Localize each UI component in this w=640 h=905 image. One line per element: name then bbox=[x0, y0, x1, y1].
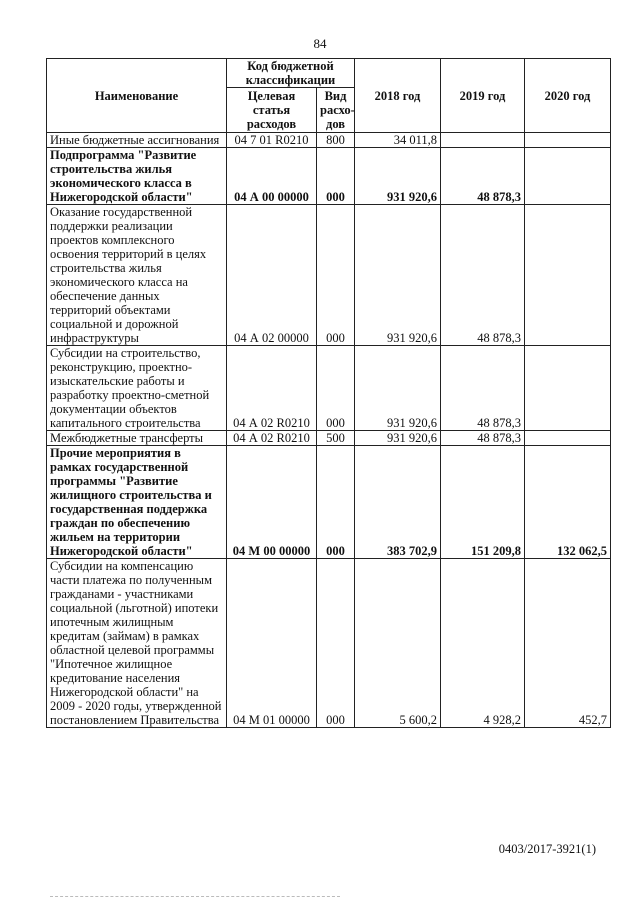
row-target-article: 04 М 01 00000 bbox=[227, 559, 317, 728]
row-expense-type: 000 bbox=[317, 446, 355, 559]
row-2018: 34 011,8 bbox=[355, 133, 441, 148]
page-number: 84 bbox=[313, 36, 327, 51]
header-2019: 2019 год bbox=[441, 59, 525, 133]
row-target-article: 04 А 02 R0210 bbox=[227, 431, 317, 446]
row-2019: 48 878,3 bbox=[441, 431, 525, 446]
row-target-article: 04 7 01 R0210 bbox=[227, 133, 317, 148]
row-expense-type: 000 bbox=[317, 148, 355, 205]
row-2019: 48 878,3 bbox=[441, 205, 525, 346]
header-expense-type: Вид расхо-дов bbox=[317, 88, 355, 133]
row-2020: 452,7 bbox=[525, 559, 611, 728]
row-name: Субсидии на компенсацию части платежа по полученным гражданами - участниками социальной (льготной) ипотеки ипотечным жилищным кредитам (займам) в рамках областной целевой программы "Ипотечное жилищное кредитование населения Нижегородской области" на 2009 - 2020 годы, утвержденной постановлением Правительства bbox=[47, 559, 227, 728]
row-expense-type: 000 bbox=[317, 205, 355, 346]
table-row bbox=[47, 431, 611, 446]
row-name: Межбюджетные трансферты bbox=[47, 431, 227, 446]
row-2018: 931 920,6 bbox=[355, 431, 441, 446]
row-2020 bbox=[525, 133, 611, 148]
row-expense-type: 000 bbox=[317, 346, 355, 431]
row-target-article: 04 А 00 00000 bbox=[227, 148, 317, 205]
row-2018: 383 702,9 bbox=[355, 446, 441, 559]
row-target-article: 04 А 02 00000 bbox=[227, 205, 317, 346]
row-2020 bbox=[525, 148, 611, 205]
header-code-group: Код бюджетной классификации bbox=[227, 59, 355, 88]
row-name: Субсидии на строительство, реконструкцию, проектно-изыскательские работы и разработку проектно-сметной документации объектов капитального строительства bbox=[47, 346, 227, 431]
header-target-article: Целевая статья расходов bbox=[227, 88, 317, 133]
row-expense-type: 800 bbox=[317, 133, 355, 148]
row-2019: 151 209,8 bbox=[441, 446, 525, 559]
table-row bbox=[47, 346, 611, 431]
row-2018: 931 920,6 bbox=[355, 205, 441, 346]
row-2019: 48 878,3 bbox=[441, 148, 525, 205]
row-2018: 931 920,6 bbox=[355, 148, 441, 205]
row-target-article: 04 М 00 00000 bbox=[227, 446, 317, 559]
table-row bbox=[47, 148, 611, 205]
row-2020: 132 062,5 bbox=[525, 446, 611, 559]
row-name: Подпрограмма "Развитие строительства жилья экономического класса в Нижегородской области" bbox=[47, 148, 227, 205]
row-2019: 48 878,3 bbox=[441, 346, 525, 431]
table-row bbox=[47, 446, 611, 559]
table-row bbox=[47, 205, 611, 346]
bottom-divider bbox=[50, 896, 340, 897]
row-expense-type: 500 bbox=[317, 431, 355, 446]
table-row bbox=[47, 559, 611, 728]
row-name: Прочие мероприятия в рамках государственной программы "Развитие жилищного строительства и государственная поддержка граждан по обеспечению жильем на территории Нижегородской области" bbox=[47, 446, 227, 559]
budget-table bbox=[46, 58, 611, 728]
row-name: Иные бюджетные ассигнования bbox=[47, 133, 227, 148]
row-target-article: 04 А 02 R0210 bbox=[227, 346, 317, 431]
row-2020 bbox=[525, 205, 611, 346]
header-name: Наименование bbox=[47, 59, 227, 133]
header-2020: 2020 год bbox=[525, 59, 611, 133]
row-expense-type: 000 bbox=[317, 559, 355, 728]
row-2019 bbox=[441, 133, 525, 148]
table-body bbox=[47, 133, 611, 728]
header-2018: 2018 год bbox=[355, 59, 441, 133]
row-2018: 931 920,6 bbox=[355, 346, 441, 431]
row-name: Оказание государственной поддержки реализации проектов комплексного освоения территорий в целях строительства жилья экономического класса на обеспечение данных территорий объектами социальной и дорожной инфраструктуры bbox=[47, 205, 227, 346]
row-2020 bbox=[525, 431, 611, 446]
row-2019: 4 928,2 bbox=[441, 559, 525, 728]
row-2018: 5 600,2 bbox=[355, 559, 441, 728]
table-row bbox=[47, 133, 611, 148]
document-code: 0403/2017-3921(1) bbox=[498, 842, 596, 856]
row-2020 bbox=[525, 346, 611, 431]
